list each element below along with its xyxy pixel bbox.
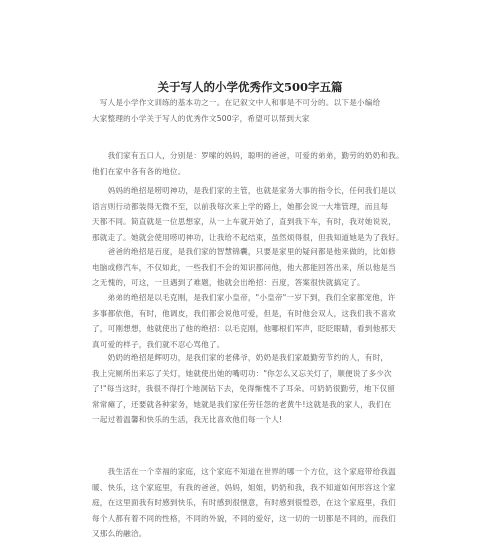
paragraph-family <box>92 148 414 179</box>
text-line: 每个人都有着不同的性格，不同的外貌，不同的爱好，这一切的一切都是不同的，而我们 <box>92 513 396 523</box>
text-line: 多事都依他，有时，他调皮，我们都会说他可爱，但是，有时他会双人，这我们我不喜欢 <box>92 308 396 318</box>
text-line: 了!"每当这时，我很不得打个地洞钻下去，免得惭愧不了耳朵。可奶奶很勤劳，地下仅留 <box>92 384 396 394</box>
intro-paragraph <box>92 95 414 126</box>
text-line: 天都不同。简直就是一位思想家，从一上车就开始了，直到我下车，有时，我对她说说， <box>92 217 396 227</box>
paragraph-grandmother <box>92 350 414 428</box>
text-line: 弟弟的绝招是以毛克刚，是我们家小皇帝，"小皇帝"一岁下到，我们全家都宠他，许 <box>92 293 396 302</box>
text-line: 语言则行动都装得无微不至，以前我每次来上学的路上，她都会说一大堆管理，而且每 <box>92 201 389 211</box>
text-line: 常常瘫了，还要就各种家务，她就是我们家任劳任怨的老黄牛!这就是我的家人，我们在 <box>92 399 392 409</box>
text-line: 电脑或修汽车，不仅如此，一些我们不会的知识都问他，他大都能回答出来，所以他是当 <box>92 262 396 272</box>
paragraph-happy-family <box>92 464 414 542</box>
text-line: 又那么的融洽。 <box>92 529 147 539</box>
paragraph-mother <box>92 183 414 245</box>
text-line: 暖、快乐，这个家庭里，有我的爸爸，妈妈，姐姐，奶奶和我，我不知道如何形容这个家 <box>92 482 396 492</box>
text-line: 真可爱的样子，我们就不忍心骂他了。 <box>92 339 225 349</box>
text-line: 妈妈的绝招是唠叨神功，是我们家的主管，也就是家务大事的指令长，任何我们是以 <box>92 186 396 195</box>
document-title: 关于写人的小学优秀作文500字五篇 <box>157 80 343 94</box>
text-line: 大家整理的小学关于写人的优秀作文500字，希望可以帮到大家 <box>92 113 310 123</box>
text-line: 写人是小学作文训练的基本功之一。在记叙文中人和事是不可分的。以下是小编给 <box>92 98 381 107</box>
text-line: 奶奶的绝招是辉叨功，是我们家的老佛爷，奶奶是我们家最勤劳节约的人，有时， <box>92 353 389 362</box>
text-line: 他们在家中各有各的地位。 <box>92 166 186 176</box>
text-line: 一起过着温馨和快乐的生活，我无比喜欢他们每一个人! <box>92 415 283 425</box>
paragraph-father <box>92 244 414 291</box>
paragraph-brother <box>92 290 414 352</box>
text-line: 那就走了。她就会使用唠叨神功，让我给不起结束，虽然烦得很，但我知道她是为了我好。 <box>92 232 404 242</box>
text-line: 我上完厕所出来忘了关灯，她就使出她的嘴叨功："你怎么又忘关灯了，顺便说了多少次 <box>92 368 392 378</box>
text-line: 我们家有五口人，分别是：罗嗦的妈妈，聪明的爸爸，可爱的弟弟，勤劳的奶奶和我。 <box>92 151 404 160</box>
text-line: 之无愧的，可这，一旦遇到了难题，他就会出绝招：百度，答案很快就搞定了。 <box>92 278 365 288</box>
text-line: 了，可刚想想，他就使出了他的绝招：以毛克刚，他哪根们军声，眨眨眼睛，看到他那天 <box>92 324 396 334</box>
text-line: 爸爸的绝招是百度，是我们家的智慧锦囊，只要是家里的疑问都是他来做的，比如修 <box>92 247 396 256</box>
text-line: 庭，在这里面我有时感到快乐，有时感到很惬意，有时感到很惶恐，在这个家庭里，我们 <box>92 498 396 508</box>
text-line: 我生活在一个幸福的家庭，这个家庭不知道在世界的哪一个方位，这个家庭带给我温 <box>92 467 396 476</box>
